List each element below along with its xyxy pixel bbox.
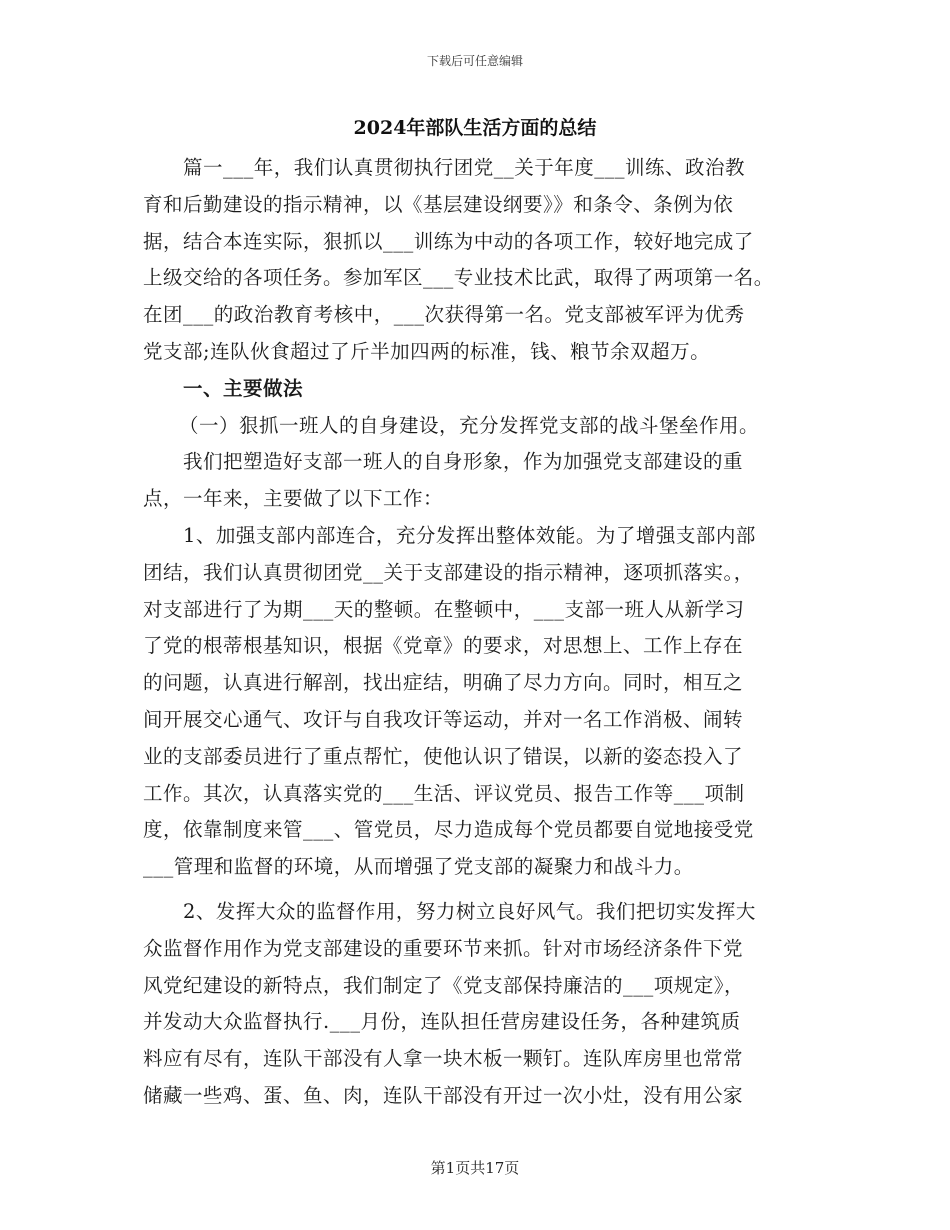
paragraph-line: 众监督作用作为党支部建设的重要环节来抓。针对市场经济条件下党 <box>143 936 744 960</box>
paragraph-line: ___管理和监督的环境，从而增强了党支部的凝聚力和战斗力。 <box>143 855 694 879</box>
paragraph-line: 据，结合本连实际，狠抓以___训练为中动的各项工作，较好地完成了 <box>143 229 754 253</box>
paragraph-line: 上级交给的各项任务。参加军区___专业技术比武，取得了两项第一名。 <box>143 266 774 290</box>
paragraph-line: 篇一___年，我们认真贯彻执行团党__关于年度___训练、政治教 <box>183 156 746 179</box>
paragraph-line: 工作。其次，认真落实党的___生活、评议党员、报告工作等___项制 <box>143 781 745 805</box>
paragraph-line: 度，依靠制度来管___、管党员，尽力造成每个党员都要自觉地接受党 <box>143 818 754 842</box>
paragraph-line: 业的支部委员进行了重点帮忙，使他认识了错误，以新的姿态投入了 <box>143 744 744 768</box>
paragraph-line: 间开展交心通气、攻讦与自我攻讦等运动，并对一名工作消极、闹转 <box>143 707 744 731</box>
paragraph-line: 党支部;连队伙食超过了斤半加四两的标准，钱、粮节余双超万。 <box>143 339 711 363</box>
paragraph-line: 的问题，认真进行解剖，找出症结，明确了尽力方向。同时，相互之 <box>143 671 744 695</box>
paragraph-line: 团结，我们认真贯彻团党__关于支部建设的指示精神，逐项抓落实。， <box>143 560 754 584</box>
paragraph-line: 料应有尽有，连队干部没有人拿一块木板一颗钉。连队库房里也常常 <box>143 1047 744 1071</box>
paragraph-line: 了党的根蒂根基知识，根据《党章》的要求，对思想上、工作上存在 <box>143 634 744 658</box>
paragraph-line: 2、发挥大众的监督作用，努力树立良好风气。我们把切实发挥大 <box>183 899 756 923</box>
document-title: 2024年部队生活方面的总结 <box>353 117 597 139</box>
paragraph-line: 1、加强支部内部连合，充分发挥出整体效能。为了增强支部内部 <box>183 523 756 547</box>
paragraph-line: 并发动大众监督执行.___月份，连队担任营房建设任务，各种建筑质 <box>143 1010 741 1034</box>
page-header-note: 下载后可任意编辑 <box>426 54 523 68</box>
paragraph-line: 风党纪建设的新特点，我们制定了《党支部保持廉洁的___项规定》， <box>143 973 745 997</box>
section-heading: 一、主要做法 <box>183 376 304 400</box>
paragraph-line: 我们把塑造好支部一班人的自身形象，作为加强党支部建设的重 <box>183 450 744 474</box>
subsection-heading: （一）狠抓一班人的自身建设，充分发挥党支部的战斗堡垒作用。 <box>179 413 760 437</box>
paragraph-line: 对支部进行了为期___天的整顿。在整顿中，___支部一班人从新学习 <box>143 597 745 621</box>
paragraph-line: 育和后勤建设的指示精神，以《基层建设纲要》》和条令、条例为依 <box>143 192 734 216</box>
page-number-footer: 第1页共17页 <box>430 1159 520 1177</box>
paragraph-line: 点，一年来，主要做了以下工作： <box>143 487 444 511</box>
paragraph-line: 储藏一些鸡、蛋、鱼、肉，连队干部没有开过一次小灶，没有用公家 <box>143 1083 744 1107</box>
paragraph-line: 在团___的政治教育考核中，___次获得第一名。党支部被军评为优秀 <box>143 303 745 327</box>
document-body <box>143 150 813 1115</box>
